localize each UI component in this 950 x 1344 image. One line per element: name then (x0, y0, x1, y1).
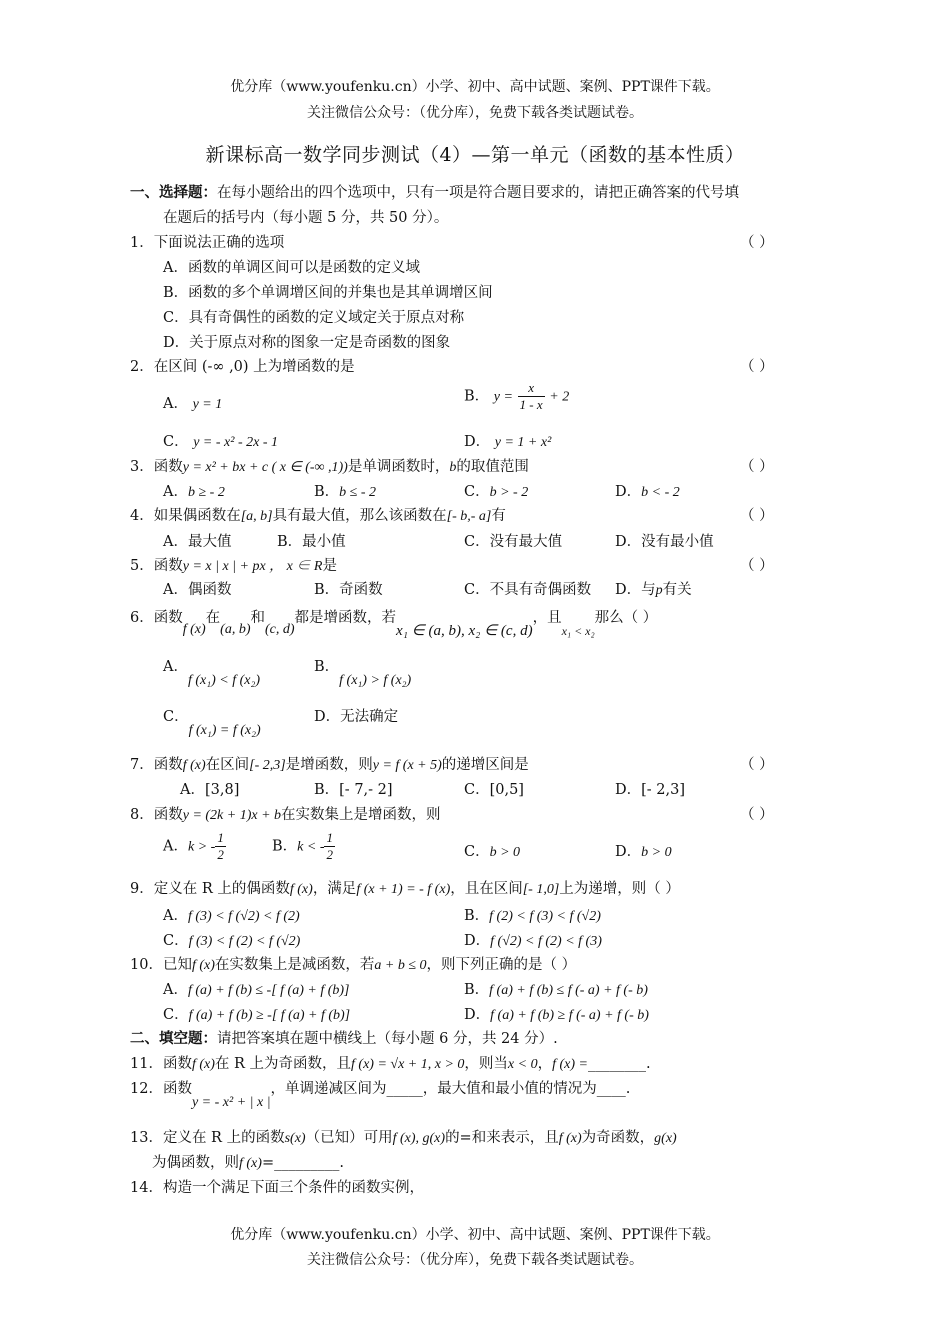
q8-option-a-numerator: 1 (217, 830, 224, 845)
q12-stem (130, 1077, 631, 1110)
q5-stem (130, 554, 337, 575)
q13-line2-fx: f (x) (239, 1156, 262, 1171)
q5-option-d-pre: D．与 (615, 582, 656, 598)
q13-fx-gx: f (x), g(x) (392, 1131, 446, 1146)
q8-option-b-label: B． (272, 838, 298, 855)
q5-option-d-p: p (655, 583, 663, 598)
q3-option-c (464, 480, 528, 501)
q2-option-a (163, 392, 222, 413)
q2-stem: 2．在区间 (-∞ ,0) 上为增函数的是 (130, 359, 355, 375)
q8-option-b-denominator: 2 (326, 847, 333, 862)
q4-option-d: D．没有最小值 (615, 534, 714, 550)
section2-label: 二、填空题： (130, 1030, 217, 1047)
q6-stem-s2: 在 (205, 610, 221, 626)
q4-option-c: C．没有最大值 (464, 534, 563, 550)
q13-end: . (339, 1155, 344, 1171)
q13-gx: g(x) (654, 1131, 677, 1146)
q5-stem-end: 是 (322, 558, 337, 574)
q6-stem-fx: f (x) (182, 622, 206, 637)
q8-stem-pre: 8．函数 (130, 807, 183, 823)
q14-stem: 14．构造一个满足下面三个条件的函数实例， (130, 1180, 424, 1196)
q10-stem-end: ，则下列正确的是（ ） (426, 957, 577, 973)
q13-answer-blank: _________ (274, 1155, 340, 1171)
q2-option-a-label: A． (163, 396, 188, 412)
q8-option-a-denominator: 2 (217, 847, 224, 862)
q10-option-d-label: D． (464, 1007, 491, 1023)
page-header-line2: 关注微信公众号：（优分库），免费下载各类试题试卷。 (307, 105, 643, 121)
q8-option-a-math: k > - (187, 839, 216, 855)
q6-stem-membership: x₁ ∈ (a, b), x₂ ∈ (c, d) (396, 623, 533, 639)
q5-option-d (615, 578, 692, 599)
q8-option-c-label: C． (464, 844, 490, 860)
q9-stem-interval: [- 1,0] (522, 882, 560, 897)
q3-option-b-math: b ≤ - 2 (339, 485, 377, 500)
q1-option-c: C．具有奇偶性的函数的定义域定关于原点对称 (163, 310, 465, 326)
q13-mid2: 的=和来表示，且 (445, 1130, 559, 1146)
q9-stem-mid2: ，且在区间 (450, 881, 523, 897)
q7-stem-interval: [- 2,3] (249, 758, 286, 773)
q6-stem-s6: 那么（ ） (594, 610, 658, 626)
q7-option-a: A．[3,8] (180, 782, 240, 798)
q5-option-b: B．奇函数 (314, 582, 383, 598)
q5-stem-pre: 5．函数 (130, 558, 183, 574)
q3-stem (130, 455, 529, 476)
q8-option-d-math: b > 0 (641, 845, 672, 860)
q1-option-d: D．关于原点对称的图象一定是奇函数的图象 (163, 335, 451, 351)
q3-option-c-label: C． (464, 484, 490, 500)
q2-option-b-label: B． (464, 388, 490, 405)
q11-mid3: ， (537, 1056, 553, 1072)
q10-option-c (163, 1003, 350, 1024)
q7-stem-end: 的递增区间是 (441, 757, 529, 773)
q2-option-b-y: y = (493, 389, 513, 405)
q9-option-b (464, 904, 601, 925)
q6-option-b (314, 655, 412, 688)
q9-option-b-math: f (2) < f (3) < f (√2) (489, 909, 601, 924)
q11-pre: 11．函数 (130, 1056, 192, 1072)
q9-option-d-math: f (√2) < f (2) < f (3) (490, 934, 602, 949)
q11-mid2: ，则当 (464, 1056, 508, 1072)
q6-option-a (163, 655, 261, 688)
q2-option-a-math: y = 1 (192, 397, 223, 412)
q2-option-b-numerator: x (518, 380, 545, 397)
q9-option-d-label: D． (464, 933, 491, 949)
q12-end: . (625, 1081, 631, 1097)
q6-option-c-label: C． (163, 709, 189, 725)
q8-option-a-fraction (215, 830, 226, 863)
q2-option-b-denominator: 1 - x (519, 397, 543, 412)
q9-option-b-label: B． (464, 908, 490, 924)
q12-pre: 12．函数 (130, 1081, 192, 1097)
q2-option-d (464, 430, 551, 451)
q2-option-d-math: y = 1 + x² (494, 435, 552, 450)
q10-option-c-math: f (a) + f (b) ≥ -[ f (a) + f (b)] (188, 1008, 351, 1023)
q7-option-c: C．[0,5] (464, 782, 524, 798)
q5-answer-paren: （ ） (740, 558, 774, 574)
q12-mid: ，单调递减区间为 (270, 1081, 387, 1097)
q8-stem-end: 在实数集上是增函数，则 (281, 807, 441, 823)
q9-stem-pre: 9．定义在 R 上的偶函数 (130, 881, 290, 897)
q6-option-b-label: B． (314, 659, 340, 675)
section1-heading (130, 181, 739, 202)
q10-stem-fx: f (x) (191, 958, 215, 973)
q6-stem-order: x₁ < x₂ (561, 624, 595, 638)
q11-fx-eq: f (x) = (552, 1057, 588, 1072)
q1-stem: 1．下面说法正确的选项 (130, 235, 285, 251)
page-header-line1: 优分库（www.youfenku.cn）小学、初中、高中试题、案例、PPT课件下载。 (230, 79, 720, 95)
q9-stem (130, 877, 680, 898)
q3-stem-pre: 3．函数 (130, 459, 183, 475)
q4-stem-mid: 具有最大值，那么该函数在 (272, 508, 447, 524)
q3-option-d-label: D． (615, 484, 642, 500)
q5-option-d-post: 有关 (662, 582, 692, 598)
q8-option-b-fraction (324, 830, 335, 863)
q13-stem-line1 (130, 1126, 677, 1147)
q8-option-c-math: b > 0 (489, 845, 521, 860)
q10-stem (130, 953, 576, 974)
q8-option-a (163, 830, 226, 863)
q8-option-b-numerator: 1 (326, 830, 333, 845)
q4-stem-interval2: [- b,- a] (446, 509, 492, 524)
q10-stem-condition: a + b ≤ 0 (374, 958, 427, 973)
q10-option-a-math: f (a) + f (b) ≤ -[ f (a) + f (b)] (187, 983, 350, 998)
q13-line2-eq: = (261, 1155, 275, 1171)
q11-fx: f (x) (191, 1057, 215, 1072)
q10-option-a (163, 978, 349, 999)
q11-answer-blank: ________ (587, 1056, 646, 1072)
q4-answer-paren: （ ） (740, 508, 774, 524)
q6-option-c (163, 705, 261, 738)
q3-answer-paren: （ ） (740, 459, 774, 475)
q6-stem-s3: 和 (250, 610, 265, 626)
q11-stem (130, 1052, 651, 1073)
q9-option-c (163, 929, 300, 950)
q6-stem-cd: (c, d) (265, 622, 295, 637)
q8-option-d (615, 840, 672, 861)
q2-option-d-label: D． (464, 434, 491, 450)
q11-definition: f (x) = √x + 1, x > 0 (351, 1057, 465, 1072)
q7-option-d: D．[- 2,3] (615, 782, 686, 798)
q3-option-d (615, 480, 680, 501)
q5-option-a: A．偶函数 (163, 582, 232, 598)
q8-option-d-label: D． (615, 844, 642, 860)
q9-option-a-math: f (3) < f (√2) < f (2) (187, 909, 300, 924)
q7-stem-shift: y = f (x + 5) (372, 758, 442, 773)
q7-stem-pre: 7．函数 (130, 757, 183, 773)
q9-stem-fx: f (x) (289, 882, 313, 897)
q8-answer-paren: （ ） (740, 807, 774, 823)
q3-stem-post: 是单调函数时， (347, 459, 450, 475)
q7-answer-paren: （ ） (740, 757, 774, 773)
q9-option-a-label: A． (163, 908, 188, 924)
q6-option-a-math: f (x₁) < f (x₂) (187, 673, 261, 688)
q10-option-b (464, 978, 648, 999)
page-footer-line1: 优分库（www.youfenku.cn）小学、初中、高中试题、案例、PPT课件下载。 (230, 1227, 720, 1243)
section1-label: 一、选择题： (130, 184, 217, 201)
q6-stem (130, 606, 658, 639)
q5-option-c: C．不具有奇偶函数 (464, 582, 592, 598)
q13-sx: s(x) (284, 1131, 306, 1146)
q3-stem-end: 的取值范围 (456, 459, 529, 475)
q3-option-c-math: b > - 2 (489, 485, 529, 500)
q2-option-b (464, 380, 569, 413)
q13-mid3: 为奇函数， (581, 1130, 655, 1146)
q7-stem (130, 753, 529, 774)
q13-stem-line2 (152, 1151, 344, 1172)
q2-answer-paren: （ ） (740, 359, 774, 375)
q6-stem-ab: (a, b) (220, 622, 251, 637)
q10-stem-pre: 10．已知 (130, 957, 192, 973)
q7-stem-mid: 在区间 (205, 757, 250, 773)
q11-mid: 在 R 上为奇函数，且 (214, 1056, 352, 1072)
q4-stem-end: 有 (491, 508, 506, 524)
q12-mid2: ，最大值和最小值的情况为 (422, 1081, 597, 1097)
section1-text: 在每小题给出的四个选项中，只有一项是符合题目要求的，请把正确答案的代号填 (217, 185, 739, 201)
q3-option-a (163, 480, 225, 501)
q7-stem-mid2: 是增函数，则 (285, 757, 373, 773)
q10-option-b-label: B． (464, 982, 490, 998)
q6-stem-s1: 6．函数 (130, 610, 183, 626)
q4-option-b: B．最小值 (277, 534, 346, 550)
q1-answer-paren: （ ） (740, 235, 774, 251)
q9-stem-relation: f (x + 1) = - f (x) (356, 882, 451, 897)
q9-option-c-label: C． (163, 933, 189, 949)
q9-option-c-math: f (3) < f (2) < f (√2) (188, 934, 301, 949)
q8-stem (130, 803, 441, 824)
section1-text-line2: 在题后的括号内（每小题 5 分，共 50 分）。 (163, 210, 449, 226)
q12-answer-blank-2: ____ (596, 1081, 626, 1097)
q6-option-b-math: f (x₁) > f (x₂) (339, 673, 412, 688)
q1-option-b: B．函数的多个单调增区间的并集也是其单调增区间 (163, 285, 493, 301)
q10-option-b-math: f (a) + f (b) ≤ f (- a) + f (- b) (489, 983, 648, 998)
q9-option-a (163, 904, 300, 925)
q8-option-b-math: k < - (297, 839, 325, 855)
section2-text: 请把答案填在题中横线上（每小题 6 分，共 24 分）. (217, 1031, 558, 1047)
q1-option-a: A．函数的单调区间可以是函数的定义域 (163, 260, 420, 276)
q2-option-b-tail: + 2 (549, 389, 570, 405)
q13-pre: 13．定义在 R 上的函数 (130, 1130, 285, 1146)
q10-option-c-label: C． (163, 1007, 189, 1023)
q10-option-a-label: A． (163, 982, 188, 998)
q3-option-b-label: B． (314, 484, 340, 500)
q6-stem-s5: ，且 (532, 610, 562, 626)
q8-stem-math: y = (2k + 1)x + b (182, 808, 282, 823)
q3-option-d-math: b < - 2 (641, 485, 680, 500)
q2-option-c (163, 430, 278, 451)
q7-stem-fx: f (x) (182, 758, 206, 773)
q9-stem-mid: ，满足 (312, 881, 357, 897)
q7-option-b: B．[- 7,- 2] (314, 782, 393, 798)
q11-end: . (645, 1056, 651, 1072)
q2-option-b-fraction (518, 380, 545, 413)
q6-option-a-label: A． (163, 659, 188, 675)
q10-stem-mid: 在实数集上是减函数，若 (214, 957, 375, 973)
q4-stem-pre: 4．如果偶函数在 (130, 508, 241, 524)
q6-option-c-math: f (x₁) = f (x₂) (188, 723, 261, 738)
q13-mid: （已知）可用 (305, 1130, 393, 1146)
q2-option-c-math: y = - x² - 2x - 1 (193, 435, 278, 450)
q2-option-c-label: C． (163, 434, 189, 450)
q12-answer-blank-1: _____ (386, 1081, 423, 1097)
q5-stem-math: y = x | x | + px ， x ∈ R (182, 559, 323, 574)
document-title: 新课标高一数学同步测试（4）—第一单元（函数的基本性质） (205, 144, 745, 166)
q8-option-a-label: A． (163, 838, 188, 855)
q10-option-d-math: f (a) + f (b) ≥ f (- a) + f (- b) (490, 1008, 649, 1023)
q3-option-b (314, 480, 376, 501)
q6-option-d: D．无法确定 (314, 709, 399, 725)
q4-stem (130, 504, 506, 525)
q11-condition: x < 0 (507, 1057, 538, 1072)
q3-option-a-label: A． (163, 484, 188, 500)
q12-function: y = - x² + | x | (191, 1095, 271, 1110)
q4-stem-interval1: [a, b] (240, 509, 273, 524)
q3-option-a-math: b ≥ - 2 (187, 485, 225, 500)
q9-stem-end: 上为递增，则（ ） (559, 881, 680, 897)
q10-option-d (464, 1003, 649, 1024)
q13-line2-pre: 为偶函数，则 (152, 1155, 239, 1171)
q3-stem-math: y = x² + bx + c ( x ∈ (-∞ ,1)) (182, 460, 348, 475)
q3-stem-b: b (449, 460, 457, 475)
section2-heading (130, 1027, 558, 1048)
q4-option-a: A．最大值 (163, 534, 232, 550)
page-footer-line2: 关注微信公众号：（优分库），免费下载各类试题试卷。 (307, 1252, 643, 1268)
q8-option-c (464, 840, 520, 861)
q8-option-b (272, 830, 335, 863)
q6-stem-s4: 都是增函数，若 (294, 610, 397, 626)
q9-option-d (464, 929, 602, 950)
q13-fx: f (x) (558, 1131, 582, 1146)
